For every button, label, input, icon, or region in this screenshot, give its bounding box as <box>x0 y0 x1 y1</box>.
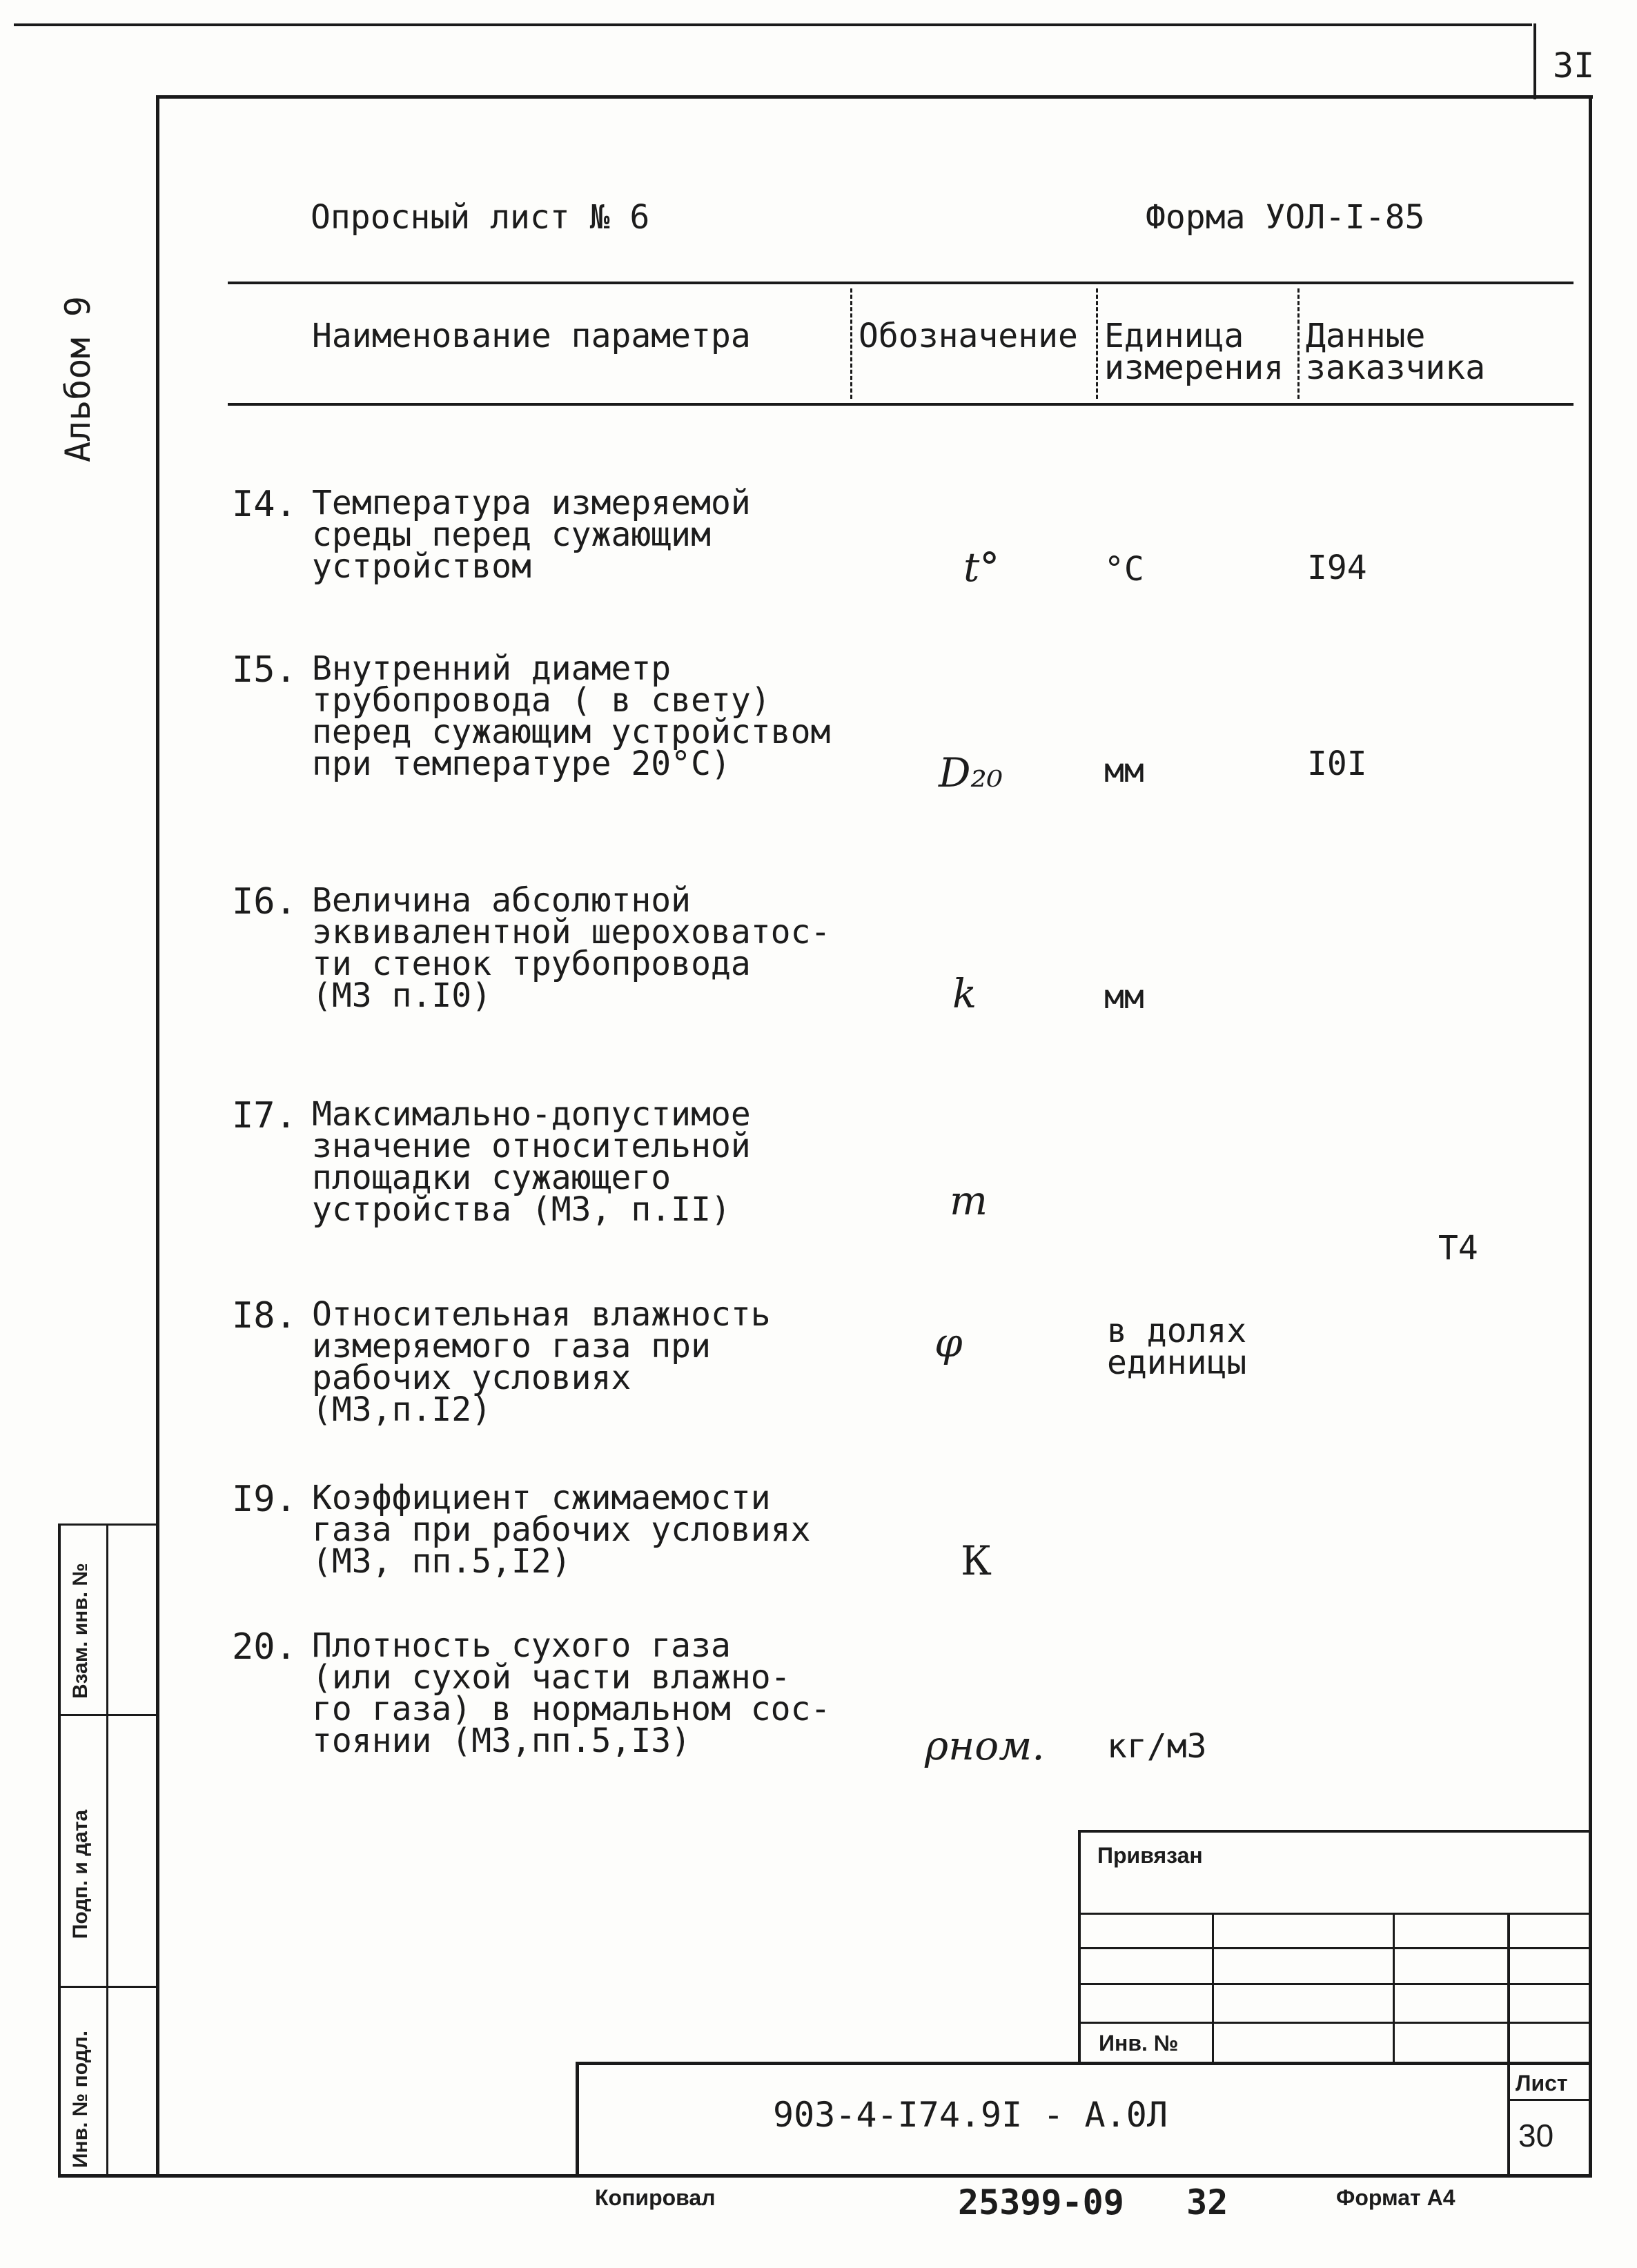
inv-orig-label: Инв. № подл. <box>69 2030 92 2168</box>
col-header-unit-2: измерения <box>1104 348 1284 387</box>
stamp-col-2 <box>1393 1913 1395 2064</box>
doc-code-box-top <box>576 2062 1589 2065</box>
frame-left <box>156 95 159 2178</box>
sign-date-label: Подп. и дата <box>69 1809 92 1939</box>
row-number: I5. <box>232 649 297 691</box>
row-unit: мм <box>1104 751 1144 790</box>
sheet-divider <box>1510 2099 1589 2101</box>
row-number: I4. <box>232 484 297 525</box>
sheet-label: Лист <box>1516 2071 1568 2096</box>
col-header-name: Наименование параметра <box>312 317 751 355</box>
row-symbol: φ <box>934 1319 963 1366</box>
side-stamp-div-1 <box>58 1714 159 1716</box>
col-header-data-1: Данные <box>1306 317 1426 355</box>
side-stamp-outer <box>58 1523 61 2178</box>
sheet-number: 30 <box>1518 2118 1554 2153</box>
stamp-top <box>1078 1830 1589 1833</box>
order-number: 25399-09 32 <box>958 2182 1228 2222</box>
row-description: Температура измеряемой среды перед сужающим устройством <box>312 484 751 586</box>
row-symbol: К <box>961 1537 992 1584</box>
page-number: 3I <box>1553 46 1595 86</box>
row-value: I0I <box>1307 745 1367 783</box>
col-divider-1 <box>850 288 852 399</box>
page-number-box-left <box>1533 23 1536 99</box>
col-header-data-2: заказчика <box>1306 348 1486 387</box>
col-header-unit-1: Единица <box>1104 317 1244 355</box>
top-rule <box>14 23 1532 26</box>
format-label: Формат А4 <box>1336 2185 1455 2210</box>
row-number: I9. <box>232 1479 297 1520</box>
row-description: Максимально-допустимое значение относительной площадки сужающего устройства (МЗ, п.II) <box>312 1095 751 1229</box>
row-number: I8. <box>232 1295 297 1337</box>
side-stamp-top <box>58 1523 159 1526</box>
header-rule-bottom <box>228 403 1574 406</box>
replace-inv-label: Взам. инв. № <box>69 1563 92 1699</box>
form-code: Форма УОЛ-I-85 <box>1146 198 1425 237</box>
stamp-row-4 <box>1081 2022 1589 2024</box>
questionnaire-title: Опросный лист № 6 <box>311 198 650 237</box>
frame-right <box>1589 95 1592 2178</box>
row-description: Относительная влажность измеряемого газа при рабочих условиях (МЗ,п.I2) <box>312 1295 771 1429</box>
row-value: Т4 <box>1438 1229 1478 1268</box>
row-description: Плотность сухого газа (или сухой части влажно- го газа) в нормальном сос- тоянии (МЗ,пп.5,I3) <box>312 1626 831 1760</box>
row-symbol: ρном. <box>925 1722 1045 1769</box>
row-symbol: k <box>952 970 977 1017</box>
col-divider-3 <box>1297 288 1300 399</box>
doc-code-box-left <box>576 2062 579 2178</box>
frame-bottom <box>58 2174 1592 2178</box>
row-description: Внутренний диаметр трубопровода ( в свету) перед сужающим устройством при температуре 20°C) <box>312 649 831 783</box>
row-number: 20. <box>232 1626 297 1668</box>
album-label: Альбом 9 <box>58 296 98 462</box>
row-unit: кг/м3 <box>1107 1727 1207 1766</box>
row-unit: мм <box>1104 978 1144 1016</box>
frame-top <box>157 95 1593 99</box>
row-unit: в долях единицы <box>1107 1312 1247 1382</box>
row-number: I6. <box>232 881 297 923</box>
row-description: Величина абсолютной эквивалентной шероховатос- ти стенок трубопровода (МЗ п.I0) <box>312 881 831 1015</box>
row-description: Коэффициент сжимаемости газа при рабочих условиях (МЗ, пп.5,I2) <box>312 1479 811 1581</box>
row-symbol: D₂₀ <box>939 749 1003 796</box>
col-header-symbol: Обозначение <box>859 317 1078 355</box>
side-stamp-div-2 <box>58 1986 159 1988</box>
stamp-row-1 <box>1081 1913 1589 1915</box>
side-stamp-inner <box>106 1523 108 2178</box>
stamp-row-2 <box>1081 1947 1589 1949</box>
document-code: 903-4-I74.9I - А.0Л <box>773 2095 1168 2135</box>
stamp-col-3 <box>1507 1913 1510 2175</box>
header-rule-top <box>228 282 1574 284</box>
row-symbol: t° <box>963 544 1000 591</box>
attached-label: Привязан <box>1097 1843 1203 1868</box>
row-symbol: m <box>950 1177 988 1224</box>
copied-label: Копировал <box>595 2185 716 2210</box>
row-number: I7. <box>232 1095 297 1136</box>
stamp-col-1 <box>1212 1913 1214 2064</box>
col-divider-2 <box>1096 288 1098 399</box>
row-value: I94 <box>1307 549 1367 587</box>
stamp-row-3 <box>1081 1983 1589 1985</box>
row-unit: °C <box>1104 550 1144 589</box>
inv-number-label: Инв. № <box>1099 2031 1179 2055</box>
